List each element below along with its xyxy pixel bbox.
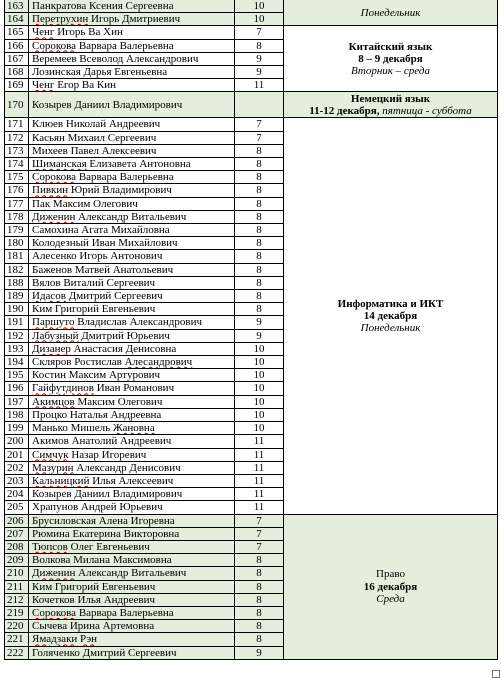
name-cell — [29, 237, 235, 250]
name-cell — [29, 303, 235, 316]
grade-cell: 10 — [235, 13, 284, 26]
name-cell — [29, 606, 235, 619]
info-subject: Немецкий язык — [350, 92, 431, 105]
grade-cell: 10 — [235, 382, 284, 395]
table-row — [5, 0, 498, 13]
participant-name: Ямадзаки Рэн — [32, 633, 98, 646]
name-cell — [29, 501, 235, 514]
row-number: 191 — [5, 316, 29, 329]
info-dates: 11-12 декабря, — [309, 104, 380, 117]
participant-name: Голяченко Дмитрий Сергеевич — [32, 646, 177, 659]
row-number: 212 — [5, 593, 29, 606]
row-number: 166 — [5, 39, 29, 52]
participant-name: Касьян Михаил Сергеевич — [32, 131, 157, 144]
name-cell — [29, 224, 235, 237]
row-number: 210 — [5, 567, 29, 580]
row-number: 206 — [5, 514, 29, 527]
row-number: 189 — [5, 290, 29, 303]
name-cell — [29, 158, 235, 171]
name-cell — [29, 580, 235, 593]
grade-cell: 10 — [235, 342, 284, 355]
grade-cell: 8 — [235, 197, 284, 210]
grade-cell: 11 — [235, 501, 284, 514]
name-cell — [29, 250, 235, 263]
row-number: 208 — [5, 540, 29, 553]
row-number: 194 — [5, 356, 29, 369]
row-number: 167 — [5, 52, 29, 65]
info-day: Понедельник — [360, 6, 421, 19]
grade-cell: 10 — [235, 422, 284, 435]
name-cell — [29, 369, 235, 382]
name-cell — [29, 144, 235, 157]
participant-name: Сычева Ирина Артемовна — [32, 620, 155, 633]
grade-cell: 7 — [235, 131, 284, 144]
participant-name: Акимцов Максим Олегович — [32, 395, 163, 408]
grade-cell: 8 — [235, 580, 284, 593]
name-cell — [29, 593, 235, 606]
name-cell — [29, 13, 235, 26]
name-cell — [29, 448, 235, 461]
row-number: 181 — [5, 250, 29, 263]
name-cell — [29, 567, 235, 580]
name-cell — [29, 0, 235, 13]
participant-name: Волкова Милана Максимовна — [32, 554, 172, 567]
participant-name: Паршуто Владислав Александрович — [32, 316, 202, 329]
participant-name: Тюпсов Олег Евгеньевич — [32, 540, 150, 553]
name-cell — [29, 646, 235, 659]
row-number: 177 — [5, 197, 29, 210]
info-subject: Китайский язык — [348, 40, 433, 53]
grade-cell: 8 — [235, 633, 284, 646]
grade-cell: 8 — [235, 171, 284, 184]
name-cell — [29, 488, 235, 501]
name-cell — [29, 633, 235, 646]
grade-cell: 8 — [235, 250, 284, 263]
row-number: 180 — [5, 237, 29, 250]
row-number: 188 — [5, 276, 29, 289]
participant-name: Клюев Николай Андреевич — [32, 118, 161, 131]
name-cell — [29, 461, 235, 474]
row-number: 190 — [5, 303, 29, 316]
name-cell — [29, 514, 235, 527]
row-number: 220 — [5, 620, 29, 633]
row-number: 193 — [5, 342, 29, 355]
name-cell — [29, 92, 235, 118]
row-number: 174 — [5, 158, 29, 171]
row-number: 163 — [5, 0, 29, 13]
info-day: Понедельник — [360, 322, 421, 335]
row-number: 219 — [5, 606, 29, 619]
row-number: 168 — [5, 66, 29, 79]
grade-cell: 8 — [235, 276, 284, 289]
name-cell — [29, 395, 235, 408]
row-number: 199 — [5, 422, 29, 435]
table-row — [5, 118, 498, 131]
grade-cell: 7 — [235, 540, 284, 553]
participant-name: Идасов Дмитрий Сергеевич — [32, 290, 163, 303]
olympiad-info-german — [284, 92, 498, 118]
participant-name: Симчук Назар Игоревич — [32, 448, 147, 461]
participant-name: Алесенко Игорь Антонович — [32, 250, 163, 263]
participant-name: Диженин Александр Витальевич — [32, 210, 187, 223]
grade-cell: 10 — [235, 356, 284, 369]
info-date: 16 декабря — [363, 580, 418, 593]
name-cell — [29, 382, 235, 395]
grade-cell: 10 — [235, 369, 284, 382]
participant-name: Баженов Матвей Анатольевич — [32, 263, 174, 276]
row-number: 171 — [5, 118, 29, 131]
name-cell — [29, 435, 235, 448]
participant-name: Панкратова Ксения Сергеевна — [32, 0, 174, 12]
row-number: 209 — [5, 554, 29, 567]
name-cell — [29, 474, 235, 487]
participant-name: Диженин Александр Витальевич — [32, 567, 187, 580]
grade-cell: 8 — [235, 593, 284, 606]
participant-name: Шиманская Елизавета Антоновна — [32, 158, 191, 171]
grade-cell: 7 — [235, 26, 284, 39]
row-number: 205 — [5, 501, 29, 514]
grade-cell: 11 — [235, 435, 284, 448]
row-number: 182 — [5, 263, 29, 276]
name-cell — [29, 131, 235, 144]
olympiad-info-informatics — [284, 118, 498, 514]
name-cell — [29, 276, 235, 289]
participant-name: Ким Григорий Евгеньевич — [32, 303, 156, 316]
name-cell — [29, 356, 235, 369]
row-number: 211 — [5, 580, 29, 593]
name-cell — [29, 52, 235, 65]
grade-cell: 9 — [235, 316, 284, 329]
name-cell — [29, 66, 235, 79]
grade-cell: 10 — [235, 0, 284, 13]
grade-cell: 11 — [235, 474, 284, 487]
name-cell — [29, 290, 235, 303]
row-number: 178 — [5, 210, 29, 223]
grade-cell: 11 — [235, 488, 284, 501]
grade-cell: 9 — [235, 66, 284, 79]
participant-name: Колодезный Иван Михайлович — [32, 237, 178, 250]
participant-name: Ченг Егор Ва Кин — [32, 79, 117, 92]
grade-cell: 11 — [235, 461, 284, 474]
participant-name: Козырев Даниил Владимирович — [32, 98, 183, 111]
grade-cell: 8 — [235, 290, 284, 303]
info-subject: Право — [376, 568, 405, 581]
grade-cell: 8 — [235, 567, 284, 580]
name-cell — [29, 554, 235, 567]
row-number: 203 — [5, 474, 29, 487]
participant-name: Акимов Анатолий Андреевич — [32, 435, 172, 448]
name-cell — [29, 118, 235, 131]
participant-name: Храпунов Андрей Юрьевич — [32, 501, 163, 514]
participant-name: Козырев Даниил Владимирович — [32, 488, 183, 501]
grade-cell: 8 — [235, 158, 284, 171]
name-cell — [29, 620, 235, 633]
grade-cell: 10 — [235, 395, 284, 408]
grade-cell: 9 — [235, 646, 284, 659]
info-days: Вторник – среда — [351, 65, 430, 78]
name-cell — [29, 527, 235, 540]
participant-name: Процко Наталья Андреевна — [32, 408, 162, 421]
grade-cell: 8 — [235, 303, 284, 316]
row-number: 196 — [5, 382, 29, 395]
grade-cell: 7 — [235, 514, 284, 527]
grade-cell: 11 — [235, 448, 284, 461]
row-number: 201 — [5, 448, 29, 461]
grade-cell: 10 — [235, 408, 284, 421]
participant-name: Рюмина Екатерина Викторовна — [32, 527, 180, 540]
name-cell — [29, 422, 235, 435]
participant-name: Веремеев Всеволод Александрович — [32, 52, 199, 65]
name-cell — [29, 79, 235, 92]
row-number: 170 — [5, 92, 29, 118]
name-cell — [29, 263, 235, 276]
grade-cell: 9 — [235, 52, 284, 65]
row-number: 195 — [5, 369, 29, 382]
info-day: Среда — [376, 592, 405, 605]
name-cell — [29, 342, 235, 355]
name-cell — [29, 316, 235, 329]
row-number: 221 — [5, 633, 29, 646]
participant-name: Пак Максим Олегович — [32, 197, 138, 210]
grade-cell — [235, 92, 284, 118]
olympiad-info-law — [284, 514, 498, 659]
participant-name: Сорокова Варвара Валерьевна — [32, 606, 174, 619]
row-number: 202 — [5, 461, 29, 474]
row-number: 164 — [5, 13, 29, 26]
grade-cell: 7 — [235, 527, 284, 540]
row-number: 222 — [5, 646, 29, 659]
participant-name: Вялов Виталий Сергеевич — [32, 276, 156, 289]
row-number: 207 — [5, 527, 29, 540]
grade-cell: 8 — [235, 144, 284, 157]
row-number: 192 — [5, 329, 29, 342]
name-cell — [29, 197, 235, 210]
table-row — [5, 92, 498, 118]
row-number: 169 — [5, 79, 29, 92]
participant-name: Сорокова Варвара Валерьевна — [32, 39, 174, 52]
table-row — [5, 26, 498, 39]
row-number: 204 — [5, 488, 29, 501]
participant-name: Дизанер Анастасия Денисовна — [32, 342, 177, 355]
table-row — [5, 514, 498, 527]
name-cell — [29, 408, 235, 421]
grade-cell: 8 — [235, 184, 284, 197]
row-number: 175 — [5, 171, 29, 184]
grade-cell: 8 — [235, 620, 284, 633]
grade-cell: 7 — [235, 118, 284, 131]
info-days: пятница - суббота — [379, 104, 472, 117]
grade-cell: 8 — [235, 224, 284, 237]
participant-name: Гайфутдинов Иван Романович — [32, 382, 175, 395]
participant-name: Брусиловская Алена Игоревна — [32, 514, 175, 527]
info-dates: 8 – 9 декабря — [358, 52, 423, 65]
participant-name: Кальницкий Илья Алексеевич — [32, 474, 174, 487]
row-number: 173 — [5, 144, 29, 157]
participant-name: Костин Максим Артурович — [32, 369, 161, 382]
row-number: 200 — [5, 435, 29, 448]
participant-name: Ким Григорий Евгеньевич — [32, 580, 156, 593]
participant-name: Лабузный Дмитрий Юрьевич — [32, 329, 170, 342]
row-number: 197 — [5, 395, 29, 408]
row-number: 172 — [5, 131, 29, 144]
row-number: 198 — [5, 408, 29, 421]
participant-name: Самохина Агата Михайловна — [32, 224, 170, 237]
grade-cell: 9 — [235, 329, 284, 342]
olympiad-info-monday_top — [284, 0, 498, 26]
name-cell — [29, 210, 235, 223]
grade-cell: 8 — [235, 39, 284, 52]
participant-name: Мазурин Александр Денисович — [32, 461, 181, 474]
row-number: 179 — [5, 224, 29, 237]
participant-name: Манько Мишель Жановна — [32, 422, 155, 435]
grade-cell: 8 — [235, 263, 284, 276]
participant-name: Пивкин Юрий Владимирович — [32, 184, 172, 197]
grade-cell: 8 — [235, 554, 284, 567]
participant-name: Михеев Павел Алексеевич — [32, 144, 157, 157]
participant-name: Кочетков Илья Андреевич — [32, 593, 156, 606]
grade-cell: 8 — [235, 606, 284, 619]
grade-cell: 8 — [235, 237, 284, 250]
info-subject: Информатика и ИКТ — [337, 297, 444, 310]
participants-table — [4, 0, 498, 660]
info-date: 14 декабря — [363, 309, 418, 322]
name-cell — [29, 171, 235, 184]
participant-name: Перетрухин Игорь Дмитриевич — [32, 13, 181, 26]
name-cell — [29, 540, 235, 553]
participant-name: Лозинская Дарья Евгеньевна — [32, 66, 168, 79]
participant-name: Ченг Игорь Ва Хин — [32, 26, 123, 39]
participant-name: Сорокова Варвара Валерьевна — [32, 171, 174, 184]
name-cell — [29, 39, 235, 52]
olympiad-info-chinese — [284, 26, 498, 92]
name-cell — [29, 184, 235, 197]
row-number: 165 — [5, 26, 29, 39]
name-cell — [29, 329, 235, 342]
name-cell — [29, 26, 235, 39]
grade-cell: 11 — [235, 79, 284, 92]
row-number: 176 — [5, 184, 29, 197]
grade-cell: 8 — [235, 210, 284, 223]
participant-name: Скляров Ростислав Алесандрович — [32, 356, 193, 369]
